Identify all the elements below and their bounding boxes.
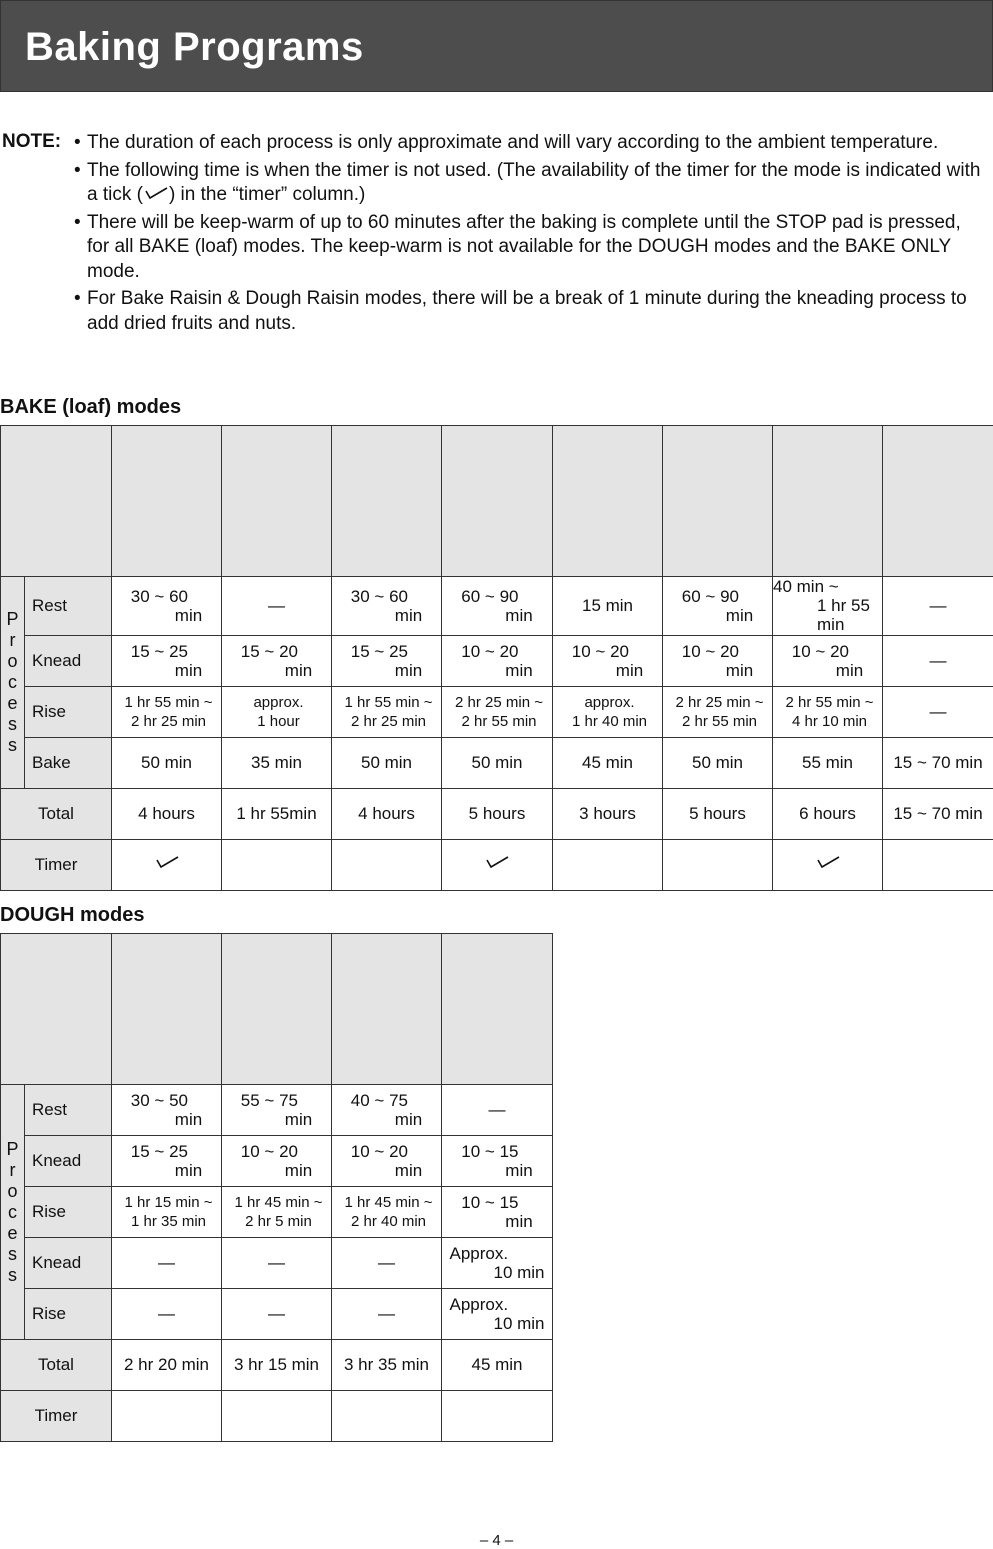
cell-line: 2 hr 40 min — [336, 1212, 441, 1231]
table-cell: 3 hr 15 min — [222, 1340, 332, 1391]
cell-value — [351, 1142, 422, 1180]
cell-line: min — [682, 606, 753, 625]
cell-line: min — [131, 1110, 202, 1129]
cell-line: approx. — [557, 693, 662, 712]
cell-line: 40 ~ 75 — [351, 1091, 422, 1110]
table-cell — [442, 1136, 553, 1187]
cell-line: min — [131, 661, 202, 680]
cell-line: 1 hr 55 min ~ — [336, 693, 441, 712]
table-cell: 3 hr 35 min — [332, 1340, 442, 1391]
tick-icon — [143, 186, 169, 202]
process-label — [1, 577, 25, 789]
row-label-knead2: Knead — [25, 1238, 112, 1289]
table-cell: 4 hours — [332, 789, 442, 840]
mode-header-cell — [883, 426, 993, 577]
cell-value — [461, 1193, 532, 1231]
cell-line: 10 ~ 15 — [461, 1193, 532, 1212]
mode-header-cell — [663, 426, 773, 577]
cell-line: Approx. — [449, 1244, 544, 1263]
header-cell — [1, 426, 112, 577]
cell-line: 4 hr 10 min — [777, 712, 882, 731]
cell-line: min — [461, 606, 532, 625]
table-cell — [442, 1187, 553, 1238]
table-cell — [442, 687, 553, 738]
table-cell — [112, 577, 222, 636]
cell-value — [682, 587, 753, 625]
cell-value — [241, 1091, 312, 1129]
table-cell: — — [222, 1238, 332, 1289]
cell-line: 15 ~ 25 — [131, 1142, 202, 1161]
table-cell — [773, 636, 883, 687]
timer-cell — [442, 1391, 553, 1442]
cell-value — [449, 1244, 544, 1282]
bullet: • — [74, 287, 81, 312]
cell-line: 10 min — [449, 1263, 544, 1282]
mode-header-cell — [332, 934, 442, 1085]
cell-line: 10 min — [449, 1314, 544, 1333]
table-row — [1, 1289, 553, 1340]
table-cell: 15 ~ 70 min — [883, 738, 993, 789]
cell-value — [131, 587, 202, 625]
cell-line: 2 hr 25 min ~ — [446, 693, 552, 712]
table-cell: 45 min — [553, 738, 663, 789]
row-label-knead: Knead — [25, 1136, 112, 1187]
process-letter: o — [1, 651, 24, 672]
process-letter: e — [1, 693, 24, 714]
mode-header-cell — [553, 426, 663, 577]
cell-line: 2 hr 25 min — [336, 712, 441, 731]
table-cell: — — [332, 1238, 442, 1289]
row-label-rest: Rest — [25, 577, 112, 636]
row-label-timer: Timer — [1, 840, 112, 891]
timer-cell — [222, 1391, 332, 1442]
cell-line: 1 hr 35 min — [116, 1212, 221, 1231]
cell-line: min — [461, 1161, 532, 1180]
bullet: • — [74, 211, 81, 236]
note-item: • For Bake Raisin & Dough Raisin modes, there will be a break of 1 minute during the kneading process to add dried fruits and nuts. — [74, 287, 984, 336]
cell-value — [241, 1142, 312, 1180]
table-cell — [332, 1085, 442, 1136]
cell-line: min — [131, 1161, 202, 1180]
cell-value — [572, 642, 643, 680]
table-row — [1, 1136, 553, 1187]
table-row — [1, 636, 993, 687]
table-cell — [663, 687, 773, 738]
process-letter: P — [1, 1139, 24, 1160]
table-cell: 6 hours — [773, 789, 883, 840]
table-cell — [773, 687, 883, 738]
note-item: • The following time is when the timer is not used. (The availability of the timer for the mode is indicated with a tick ( ) in the “timer” column.) — [74, 159, 984, 208]
table-cell — [442, 1289, 553, 1340]
table-cell: 4 hours — [112, 789, 222, 840]
table-cell — [112, 687, 222, 738]
cell-value — [241, 642, 312, 680]
cell-line: min — [572, 661, 643, 680]
cell-line: min — [351, 661, 422, 680]
table-cell: 15 ~ 70 min — [883, 789, 993, 840]
note-item: • There will be keep-warm of up to 60 minutes after the baking is complete until the STOP pad is pressed, for all BAKE (loaf) modes. The keep-warm is not available for the DOUGH modes and the BAKE ONLY mode. — [74, 211, 984, 285]
process-letter: r — [1, 1160, 24, 1181]
table-row — [1, 577, 993, 636]
table-header-row — [1, 934, 553, 1085]
cell-line: min — [351, 1110, 422, 1129]
cell-value — [461, 1142, 532, 1180]
table-cell — [222, 636, 332, 687]
table-cell — [222, 1085, 332, 1136]
process-letter: c — [1, 1202, 24, 1223]
note-list — [74, 131, 984, 339]
mode-header-cell — [442, 934, 553, 1085]
table-cell — [442, 636, 553, 687]
cell-line: approx. — [226, 693, 331, 712]
cell-value — [449, 1295, 544, 1333]
table-cell: — — [883, 687, 993, 738]
cell-line: 1 hr 15 min ~ — [116, 1193, 221, 1212]
mode-header-cell — [222, 426, 332, 577]
cell-line: 1 hr 45 min ~ — [226, 1193, 331, 1212]
table-cell: — — [112, 1289, 222, 1340]
table-cell: 50 min — [442, 738, 553, 789]
row-label-rise: Rise — [25, 687, 112, 738]
cell-value — [131, 642, 202, 680]
table-header-row — [1, 426, 993, 577]
table-cell: 5 hours — [663, 789, 773, 840]
table-cell: — — [883, 577, 993, 636]
cell-value — [131, 1142, 202, 1180]
cell-line: 10 ~ 20 — [461, 642, 532, 661]
table-row — [1, 1238, 553, 1289]
table-row-timer — [1, 1391, 553, 1442]
cell-line: 10 ~ 20 — [792, 642, 863, 661]
process-letter: c — [1, 672, 24, 693]
cell-line: 1 hr 55 min — [773, 596, 882, 634]
table-cell: 35 min — [222, 738, 332, 789]
table-cell — [332, 687, 442, 738]
cell-line: 2 hr 55 min — [667, 712, 772, 731]
table-cell: 3 hours — [553, 789, 663, 840]
table-row — [1, 1085, 553, 1136]
table-cell: 5 hours — [442, 789, 553, 840]
table-cell — [773, 577, 883, 636]
row-label-rise2: Rise — [25, 1289, 112, 1340]
cell-line: 60 ~ 90 — [682, 587, 753, 606]
mode-header-cell — [442, 426, 553, 577]
row-label-timer: Timer — [1, 1391, 112, 1442]
tick-icon — [484, 855, 510, 871]
row-label-rise: Rise — [25, 1187, 112, 1238]
table-cell: — — [112, 1238, 222, 1289]
cell-line: min — [241, 1110, 312, 1129]
table-cell — [222, 1187, 332, 1238]
process-letter: o — [1, 1181, 24, 1202]
cell-line: 2 hr 55 min — [446, 712, 552, 731]
table-row — [1, 738, 993, 789]
process-letter: s — [1, 714, 24, 735]
table-cell: — — [883, 636, 993, 687]
cell-line: 1 hour — [226, 712, 331, 731]
cell-line: 1 hr 40 min — [557, 712, 662, 731]
cell-line: min — [241, 661, 312, 680]
table-cell — [332, 1187, 442, 1238]
table-row-total — [1, 789, 993, 840]
bullet: • — [74, 159, 81, 184]
cell-value — [131, 1091, 202, 1129]
row-label-bake: Bake — [25, 738, 112, 789]
cell-line: 10 ~ 20 — [572, 642, 643, 661]
bullet: • — [74, 131, 81, 156]
cell-line: min — [241, 1161, 312, 1180]
row-label-rest: Rest — [25, 1085, 112, 1136]
cell-value — [792, 642, 863, 680]
cell-line: Approx. — [449, 1295, 544, 1314]
cell-line: 15 ~ 20 — [241, 642, 312, 661]
timer-cell — [442, 840, 553, 891]
table-cell — [332, 636, 442, 687]
table-cell: — — [332, 1289, 442, 1340]
tick-icon — [154, 855, 180, 871]
cell-line: 30 ~ 60 — [131, 587, 202, 606]
tick-icon — [815, 855, 841, 871]
cell-line: 2 hr 5 min — [226, 1212, 331, 1231]
table-cell — [332, 577, 442, 636]
cell-value — [461, 587, 532, 625]
page-title: Baking Programs — [25, 25, 364, 70]
page-number: – 4 – — [0, 1532, 993, 1549]
cell-line: 15 ~ 25 — [131, 642, 202, 661]
table-cell — [553, 687, 663, 738]
dough-section-title: DOUGH modes — [0, 904, 144, 927]
cell-value — [351, 1091, 422, 1129]
table-row — [1, 687, 993, 738]
table-cell: 15 min — [553, 577, 663, 636]
table-row-timer — [1, 840, 993, 891]
cell-line: 1 hr 45 min ~ — [336, 1193, 441, 1212]
process-label — [1, 1085, 25, 1340]
mode-header-cell — [773, 426, 883, 577]
table-cell — [663, 577, 773, 636]
timer-cell — [663, 840, 773, 891]
cell-line: 2 hr 25 min ~ — [667, 693, 772, 712]
process-letter: e — [1, 1223, 24, 1244]
table-cell: 55 min — [773, 738, 883, 789]
timer-cell — [883, 840, 993, 891]
mode-header-cell — [112, 426, 222, 577]
table-cell: 2 hr 20 min — [112, 1340, 222, 1391]
table-cell — [553, 636, 663, 687]
cell-line: min — [351, 606, 422, 625]
table-cell: 1 hr 55min — [222, 789, 332, 840]
header-cell — [1, 934, 112, 1085]
cell-line: 30 ~ 60 — [351, 587, 422, 606]
mode-header-cell — [222, 934, 332, 1085]
cell-line: 2 hr 55 min ~ — [777, 693, 882, 712]
cell-line: 10 ~ 20 — [241, 1142, 312, 1161]
cell-line: min — [461, 1212, 532, 1231]
cell-line: 30 ~ 50 — [131, 1091, 202, 1110]
page-header — [0, 0, 993, 92]
table-cell — [442, 1238, 553, 1289]
cell-line: min — [131, 606, 202, 625]
bake-modes-table — [0, 425, 993, 891]
process-letter: P — [1, 609, 24, 630]
process-letter: s — [1, 1265, 24, 1286]
process-letter: s — [1, 735, 24, 756]
cell-value — [351, 642, 422, 680]
cell-line: 2 hr 25 min — [116, 712, 221, 731]
timer-cell — [112, 840, 222, 891]
dough-modes-table — [0, 933, 553, 1442]
table-cell — [112, 636, 222, 687]
process-letter: r — [1, 630, 24, 651]
cell-line: 55 ~ 75 — [241, 1091, 312, 1110]
note-label: NOTE: — [2, 131, 61, 153]
table-cell — [112, 1187, 222, 1238]
table-cell — [222, 687, 332, 738]
cell-line: min — [351, 1161, 422, 1180]
table-row-total — [1, 1340, 553, 1391]
cell-value — [351, 587, 422, 625]
table-cell: — — [222, 577, 332, 636]
cell-line: min — [682, 661, 753, 680]
cell-line: min — [792, 661, 863, 680]
timer-cell — [222, 840, 332, 891]
cell-line: min — [461, 661, 532, 680]
cell-value — [461, 642, 532, 680]
table-cell: 50 min — [112, 738, 222, 789]
mode-header-cell — [332, 426, 442, 577]
process-letter: s — [1, 1244, 24, 1265]
timer-cell — [773, 840, 883, 891]
cell-line: 10 ~ 20 — [351, 1142, 422, 1161]
table-cell: 50 min — [332, 738, 442, 789]
timer-cell — [112, 1391, 222, 1442]
table-cell: — — [222, 1289, 332, 1340]
table-cell — [112, 1136, 222, 1187]
table-cell — [112, 1085, 222, 1136]
table-row — [1, 1187, 553, 1238]
mode-header-cell — [112, 934, 222, 1085]
timer-cell — [332, 1391, 442, 1442]
table-cell — [222, 1136, 332, 1187]
row-label-total: Total — [1, 1340, 112, 1391]
table-cell — [332, 1136, 442, 1187]
cell-line: 10 ~ 20 — [682, 642, 753, 661]
cell-line: 1 hr 55 min ~ — [116, 693, 221, 712]
bake-section-title: BAKE (loaf) modes — [0, 396, 181, 419]
cell-value — [682, 642, 753, 680]
table-cell — [442, 577, 553, 636]
table-cell — [663, 636, 773, 687]
timer-cell — [553, 840, 663, 891]
row-label-total: Total — [1, 789, 112, 840]
table-cell: 50 min — [663, 738, 773, 789]
cell-line: 40 min ~ — [773, 577, 882, 596]
timer-cell — [332, 840, 442, 891]
table-cell: — — [442, 1085, 553, 1136]
cell-line: 15 ~ 25 — [351, 642, 422, 661]
note-item: • The duration of each process is only approximate and will vary according to the ambient temperature. — [74, 131, 984, 156]
cell-value — [773, 577, 882, 634]
table-cell: 45 min — [442, 1340, 553, 1391]
cell-line: 60 ~ 90 — [461, 587, 532, 606]
row-label-knead: Knead — [25, 636, 112, 687]
cell-line: 10 ~ 15 — [461, 1142, 532, 1161]
